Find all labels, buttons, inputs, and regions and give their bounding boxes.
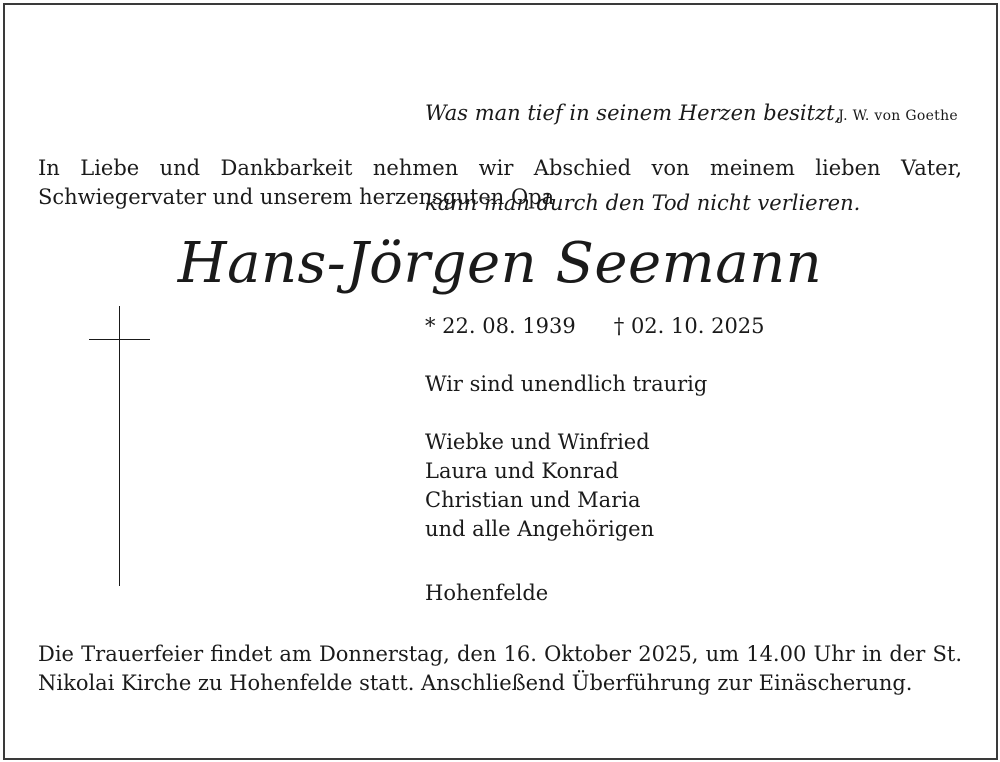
quote-line-2: kann man durch den Tod nicht verlieren. bbox=[425, 191, 861, 215]
birth-date: * 22. 08. 1939 bbox=[425, 314, 576, 338]
family-member: Laura und Konrad bbox=[425, 459, 619, 483]
service-info: Die Trauerfeier findet am Donnerstag, den 16. Oktober 2025, um 14.00 Uhr in der St. Nikolai Kirche zu Hohenfelde statt. Anschließend Überführung zur Einäscherung. bbox=[38, 642, 962, 695]
family-member: Christian und Maria bbox=[425, 488, 641, 512]
death-date: † 02. 10. 2025 bbox=[613, 314, 765, 338]
quote-author: J. W. von Goethe bbox=[838, 108, 958, 124]
family-list bbox=[425, 428, 654, 544]
quote bbox=[425, 38, 860, 248]
family-member: und alle Angehörigen bbox=[425, 517, 655, 541]
intro-text: In Liebe und Dankbarkeit nehmen wir Abschied von meinem lieben Vater, Schwiegervater und unserem herzensguten Opa bbox=[38, 156, 962, 209]
quote-line-1: Was man tief in seinem Herzen besitzt, bbox=[425, 101, 842, 125]
cross-vertical-bar bbox=[119, 306, 120, 586]
mourning-text: Wir sind unendlich traurig bbox=[425, 372, 708, 396]
cross-horizontal-bar bbox=[89, 339, 150, 340]
life-dates bbox=[425, 311, 765, 341]
deceased-name: Hans-Jörgen Seemann bbox=[177, 231, 823, 296]
place: Hohenfelde bbox=[425, 581, 549, 605]
family-member: Wiebke und Winfried bbox=[425, 430, 650, 454]
